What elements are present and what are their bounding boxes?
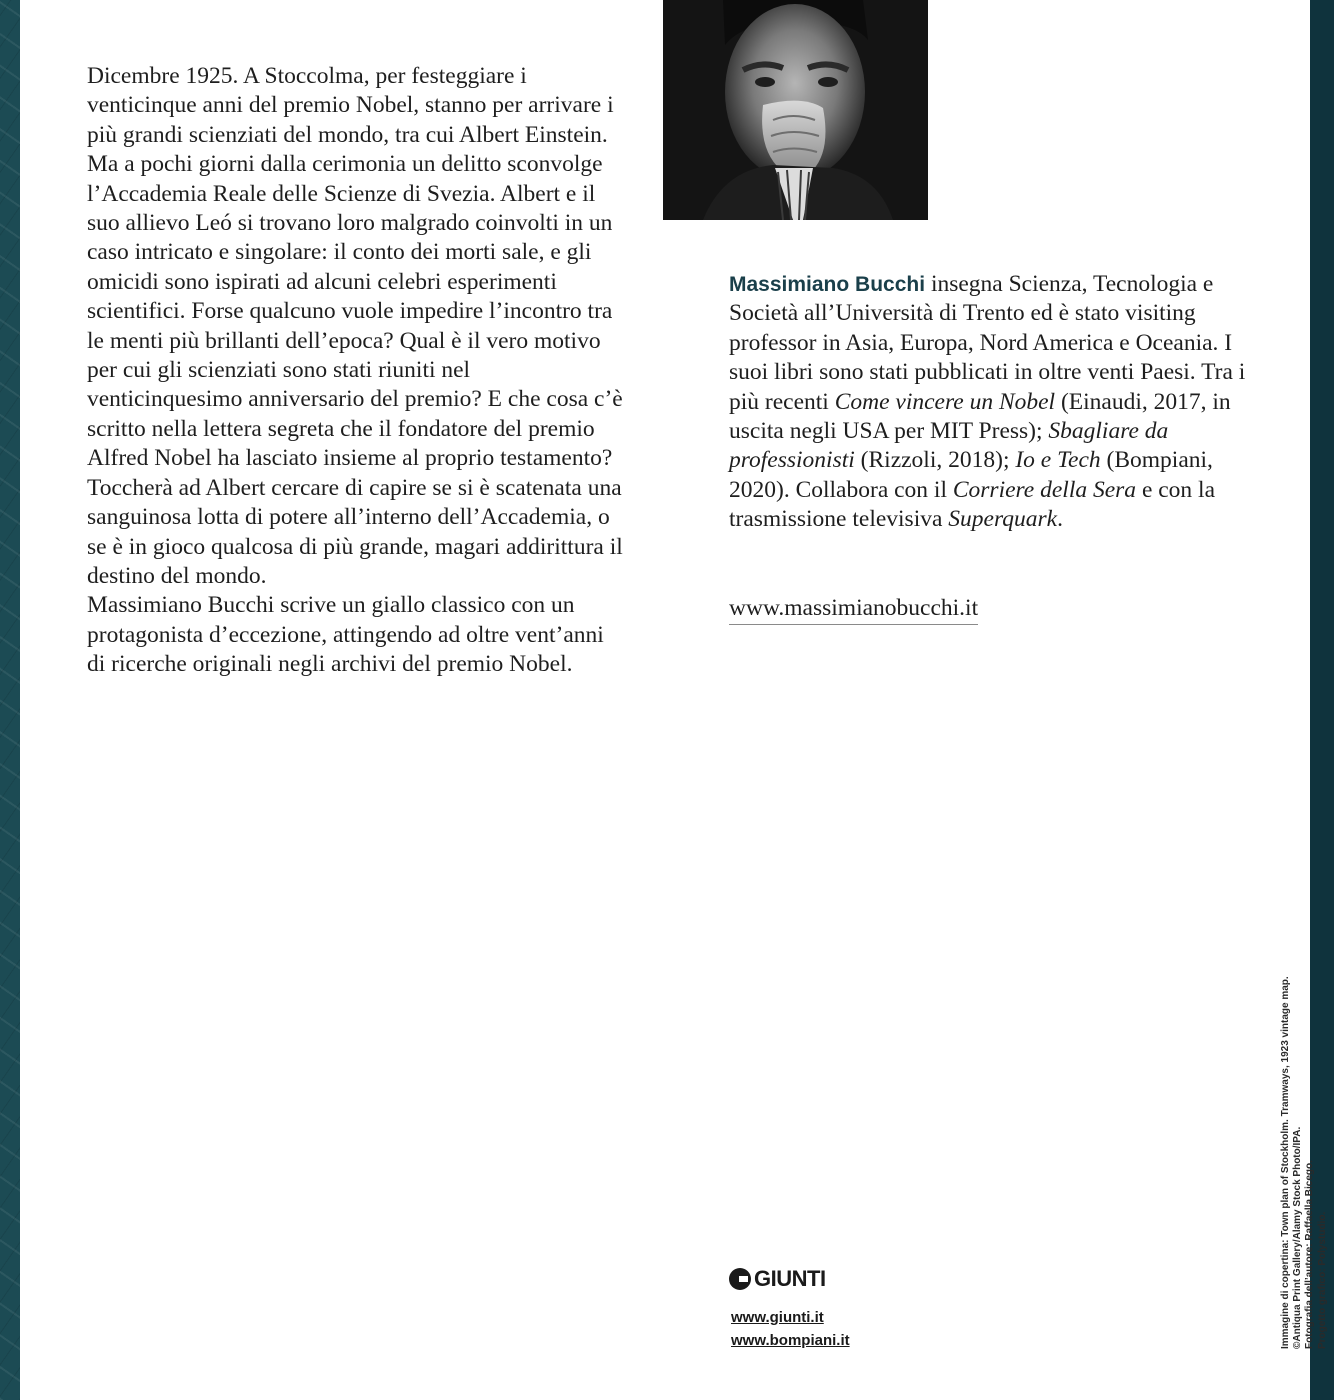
giunti-logo bbox=[729, 1264, 826, 1294]
bompiani-website-link[interactable]: www.bompiani.it bbox=[731, 1332, 850, 1349]
bio-text: e con la trasmissione televisiva bbox=[729, 476, 1216, 533]
cover-map-edge bbox=[0, 0, 20, 1400]
credit-line: Progetto grafico: Polystudio. bbox=[1316, 1211, 1328, 1349]
giunti-logo-text: GIUNTI bbox=[754, 1266, 826, 1291]
book-title: Sbagliare da professionisti bbox=[729, 418, 1169, 474]
book-title: Come vincere un Nobel bbox=[834, 388, 1056, 415]
credit-line: Fotografia dell’autore: Raffaella Bicego. bbox=[1304, 1160, 1316, 1349]
author-name: Massimiano Bucchi bbox=[729, 273, 926, 296]
author-photo bbox=[663, 0, 928, 220]
author-portrait-image bbox=[663, 0, 928, 220]
giunti-website-link[interactable]: www.giunti.it bbox=[731, 1309, 824, 1326]
newspaper-title: Corriere della Sera bbox=[952, 476, 1137, 503]
book-title: Io e Tech bbox=[1015, 447, 1101, 474]
bio-text: . bbox=[1057, 506, 1063, 533]
blurb-paragraph-1: Dicembre 1925. A Stoccolma, per festeggiare i venticinque anni del premio Nobel, stanno per arrivare i più grandi scienziati del mondo, tra cui Albert Einstein. Ma a pochi giorni dalla cerimonia un delitto sconvolge l’Accademia Reale delle Scienze di Svezia. Albert e il suo allievo Leó si trovano loro malgrado coinvolti in un caso intricato e singolare: il conto dei morti sale, e gli omicidi sono ispirati ad alcuni celebri esperimenti scientifici. Forse qualcuno vuole impedire l’incontro tra le menti più brillanti dell’epoca? Qual è il vero motivo per cui gli scienziati sono stati riuniti nel venticinquesimo anniversario del premio? E che cosa c’è scritto nella lettera segreta che il fondatore del premio Alfred Nobel ha lasciato insieme al proprio testamento? Toccherà ad Albert cercare di capire se si è scatenata una sanguinosa lotta di potere all’interno dell’Accademia, o se è in gioco qualcosa di più grande, magari addirittura il destino del mondo. bbox=[87, 63, 623, 589]
author-website-link[interactable]: www.massimianobucchi.it bbox=[729, 594, 978, 625]
book-blurb bbox=[87, 62, 627, 680]
author-bio bbox=[729, 270, 1274, 535]
blurb-paragraph-2: Massimiano Bucchi scrive un giallo classico con un protagonista d’eccezione, attingendo ad oltre vent’anni di ricerche originali negli archivi del premio Nobel. bbox=[87, 592, 604, 678]
tv-show-title: Superquark bbox=[948, 506, 1058, 533]
bio-text: insegna Scienza, Tecnologia e Società all’Università di Trento ed è stato visiting professor in Asia, Europa, Nord America e Oceania. I suoi libri sono stati pubblicati in oltre venti Paesi. Tra i più recenti bbox=[729, 271, 1246, 415]
credit-line: ©Antiqua Print Gallery/Alamy Stock Photo/IPA. bbox=[1292, 1126, 1304, 1349]
credit-line: Immagine di copertina: Town plan of Stockholm. Tramways, 1923 vintage map. bbox=[1280, 976, 1291, 1349]
cover-credits bbox=[1280, 976, 1329, 1349]
bio-text: (Rizzoli, 2018); bbox=[854, 447, 1016, 474]
giunti-logo-icon bbox=[729, 1268, 751, 1290]
bio-text: (Einaudi, 2017, in uscita negli USA per MIT Press); bbox=[729, 388, 1231, 445]
bio-text: (Bompiani, 2020). Collabora con il bbox=[729, 447, 1213, 503]
